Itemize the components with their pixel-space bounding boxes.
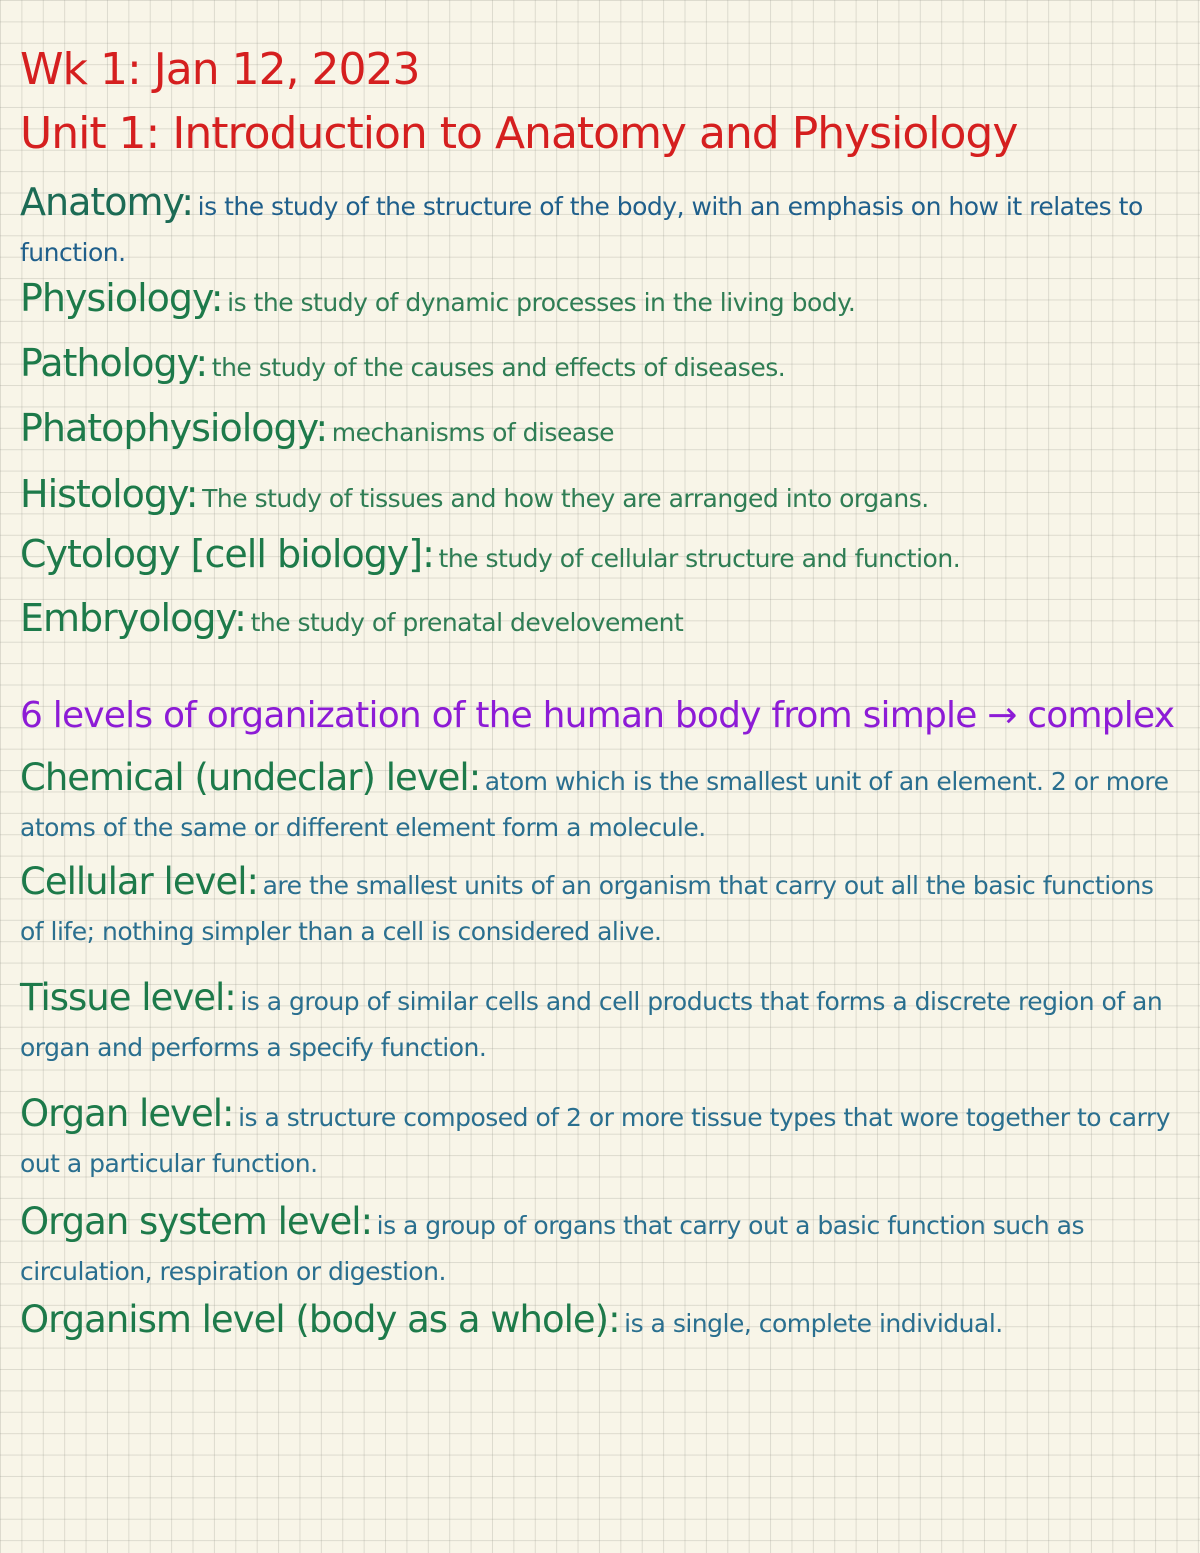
level-organ-system (20, 1200, 1180, 1297)
definition-text: atom which is the smallest unit of an element. 2 or more atoms of the same or different element form a molecule. (20, 767, 1169, 842)
definition-pathology (20, 341, 1180, 393)
definition-text: mechanisms of disease (331, 418, 615, 447)
definition-text: the study of the causes and effects of diseases. (211, 353, 786, 382)
definition-anatomy (20, 180, 1180, 278)
level-tissue (20, 976, 1180, 1073)
term-label: Organ system level: (20, 1200, 373, 1243)
level-organism (20, 1298, 1180, 1349)
term-label: Chemical (undeclar) level: (20, 756, 481, 799)
term-label: Embryology: (20, 596, 246, 640)
definition-text: is a single, complete individual. (624, 1309, 1003, 1338)
term-label: Histology: (20, 472, 198, 516)
definition-physiology (20, 276, 1180, 328)
definition-text: is the study of dynamic processes in the living body. (227, 288, 856, 317)
definition-text: is a group of organs that carry out a basic function such as circulation, respiration or digestion. (20, 1211, 1085, 1286)
levels-heading: 6 levels of organization of the human body from simple → complex (20, 695, 1175, 736)
definition-embryology (20, 596, 1180, 648)
term-label: Organism level (body as a whole): (20, 1298, 620, 1341)
definition-text: The study of tissues and how they are arranged into organs. (202, 484, 929, 513)
term-label: Anatomy: (20, 180, 194, 224)
unit-title-heading: Unit 1: Introduction to Anatomy and Physiology (20, 108, 1018, 159)
definition-cytology (20, 532, 1180, 584)
definition-text: is a structure composed of 2 or more tissue types that wore together to carry out a particular function. (20, 1103, 1171, 1178)
level-cellular (20, 860, 1180, 957)
definition-text: are the smallest units of an organism that carry out all the basic functions of life; nothing simpler than a cell is considered alive. (20, 871, 1154, 946)
definition-text: the study of cellular structure and function. (438, 544, 961, 573)
definition-text: the study of prenatal develovement (250, 608, 684, 637)
level-organ (20, 1092, 1180, 1189)
definition-phatophysiology (20, 406, 1180, 458)
term-label: Physiology: (20, 276, 223, 320)
week-date-heading: Wk 1: Jan 12, 2023 (20, 44, 420, 95)
term-label: Pathology: (20, 341, 208, 385)
definition-text: is a group of similar cells and cell products that forms a discrete region of an organ and performs a specify function. (20, 987, 1163, 1062)
term-label: Cytology [cell biology]: (20, 532, 434, 576)
definition-histology (20, 472, 1180, 524)
term-label: Phatophysiology: (20, 406, 328, 450)
term-label: Tissue level: (20, 976, 236, 1019)
definition-text: is the study of the structure of the body, with an emphasis on how it relates to function. (20, 192, 1143, 267)
term-label: Cellular level: (20, 860, 258, 903)
term-label: Organ level: (20, 1092, 234, 1135)
level-chemical (20, 756, 1180, 853)
